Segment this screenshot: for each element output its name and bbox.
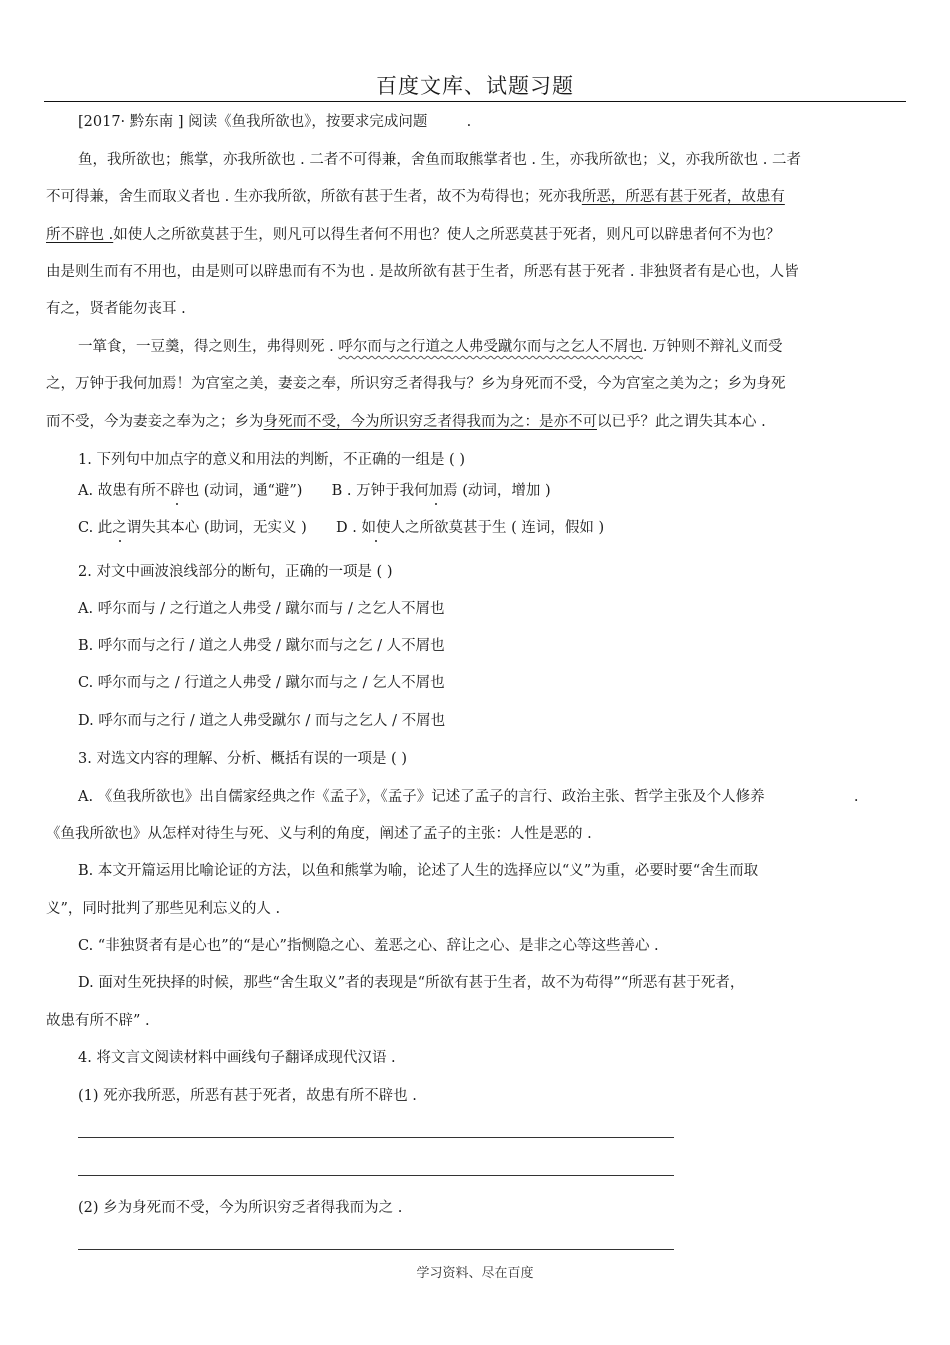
passage-line bbox=[46, 412, 906, 432]
question-3-option-d-cont: 故患有所不辟” . bbox=[46, 1013, 150, 1029]
passage-line: 由是则生而有不用也，由是则可以辟患而有不为也 . 是故所欲有甚于生者，所恶有甚于死者 . 非独贤者有是心也，人皆 bbox=[46, 264, 799, 280]
answer-line[interactable] bbox=[78, 1249, 674, 1250]
question-3-option-a bbox=[78, 787, 906, 807]
page-title: 百度文库、试题习题 bbox=[376, 74, 574, 98]
question-2-option-c: C. 呼尔而与之 / 行道之人弗受 / 蹴尔而与之 / 乞人不屑也 bbox=[78, 675, 445, 691]
answer-line[interactable] bbox=[78, 1175, 674, 1176]
intro-source: [2017· 黔东南 ] bbox=[78, 114, 184, 130]
question-3-option-c: C. “非独贤者有是心也”的“是心”指恻隐之心、羞恶之心、辞让之心、是非之心等这些善心 . bbox=[78, 938, 659, 954]
wavy-underlined-sentence: 呼尔而与之行道之人弗受蹴尔而与之乞人不屑也 bbox=[338, 339, 643, 355]
answer-line[interactable] bbox=[78, 1137, 674, 1138]
question-2-stem: 2. 对文中画波浪线部分的断句，正确的一项是 ( ) bbox=[78, 564, 393, 580]
intro-task: 阅读《鱼我所欲也》，按要求完成问题 bbox=[188, 114, 428, 130]
intro-line bbox=[78, 112, 906, 132]
passage-line: 鱼，我所欲也；熊掌，亦我所欲也 . 二者不可得兼，舍鱼而取熊掌者也 . 生，亦我所欲也；义，亦我所欲也 . 二者 bbox=[78, 152, 801, 168]
question-4-stem: 4. 将文言文阅读材料中画线句子翻译成现代汉语 . bbox=[78, 1050, 396, 1066]
passage-text: 以已乎？此之谓失其本心 . bbox=[597, 414, 766, 430]
question-1-stem: 1. 下列句中加点字的意义和用法的判断，不正确的一组是 ( ) bbox=[78, 452, 465, 468]
question-1-options-ab bbox=[78, 481, 906, 501]
question-3-option-a-cont: 《鱼我所欲也》从怎样对待生与死、义与利的角度，阐述了孟子的主张：人性是恶的 . bbox=[46, 826, 592, 842]
question-3-option-d: D. 面对生死抉择的时候，那些“舍生取义”者的表现是“所欲有甚于生者，故不为苟得”“所恶有甚于死者， bbox=[78, 975, 745, 991]
underlined-sentence-end: 所不辟也 . bbox=[46, 227, 114, 243]
passage-text: 一箪食，一豆羹，得之则生，弗得则死 . bbox=[78, 339, 334, 355]
option-a: A. 故患有所不辟也 (动词，通“避”) bbox=[78, 483, 303, 499]
option-d: D . 如使人之所欲莫甚于生 ( 连词，假如 ) bbox=[336, 520, 605, 536]
dotted-char: 辟 bbox=[170, 483, 185, 499]
option-b: B . 万钟于我何加焉 (动词，增加 ) bbox=[331, 483, 551, 499]
passage-text: 如使人之所欲莫甚于生，则凡可以得生者何不用也？使人之所恶莫甚于死者，则凡可以辟患者何不为也？ bbox=[113, 227, 781, 243]
question-4-sentence-2: (2) 乡为身死而不受，今为所识穷乏者得我而为之 . bbox=[78, 1200, 403, 1216]
question-4-sentence-1: (1) 死亦我所恶，所恶有甚于死者，故患有所不辟也 . bbox=[78, 1088, 417, 1104]
question-2-option-b: B. 呼尔而与之行 / 道之人弗受 / 蹴尔而与之乞 / 人不屑也 bbox=[78, 638, 445, 654]
passage-line: 有之，贤者能勿丧耳 . bbox=[46, 301, 186, 317]
question-3-option-b: B. 本文开篇运用比喻论证的方法，以鱼和熊掌为喻，论述了人生的选择应以“义”为重，必要时要“舍生而取 bbox=[78, 863, 759, 879]
passage-text: . 万钟则不辩礼义而受 bbox=[642, 339, 783, 355]
title-divider bbox=[44, 101, 906, 102]
intro-end: . bbox=[466, 114, 472, 130]
dotted-char: 如使 bbox=[361, 520, 391, 536]
passage-line bbox=[46, 187, 906, 207]
question-2-option-d: D. 呼尔而与之行 / 道之人弗受蹴尔 / 而与之乞人 / 不屑也 bbox=[78, 713, 446, 729]
option-text: A. 《鱼我所欲也》出自儒家经典之作《孟子》，《孟子》记述了孟子的言行、政治主张、哲学主张及个人修养 bbox=[78, 789, 765, 805]
passage-line bbox=[46, 225, 906, 245]
question-1-options-cd bbox=[78, 518, 906, 538]
underlined-sentence: 身死而不受，今为所识穷乏者得我而为之：是亦不可 bbox=[263, 414, 597, 430]
dotted-char: 之 bbox=[112, 520, 127, 536]
page-footer: 学习资料、尽在百度 bbox=[416, 1266, 534, 1281]
passage-line bbox=[78, 337, 906, 357]
question-2-option-a: A. 呼尔而与 / 之行道之人弗受 / 蹴尔而与 / 之乞人不屑也 bbox=[78, 601, 445, 617]
underlined-sentence: 所恶，所恶有甚于死者，故患有 bbox=[581, 189, 785, 205]
dotted-char: 加 bbox=[428, 483, 444, 499]
question-3-option-b-cont: 义”，同时批判了那些见利忘义的人 . bbox=[46, 901, 281, 917]
passage-text: 不可得兼，舍生而取义者也 . 生亦我所欲，所欲有甚于生者，故不为苟得也；死亦我 bbox=[46, 189, 582, 205]
option-c: C. 此之谓失其本心 (助词，无实义 ) bbox=[78, 520, 307, 536]
passage-line: 之，万钟于我何加焉！为宫室之美，妻妾之奉，所识穷乏者得我与？乡为身死而不受，今为宫室之美为之；乡为身死 bbox=[46, 376, 786, 392]
question-3-stem: 3. 对选文内容的理解、分析、概括有误的一项是 ( ) bbox=[78, 751, 407, 767]
option-text: . bbox=[853, 789, 859, 805]
passage-text: 而不受，今为妻妾之奉为之；乡为 bbox=[46, 414, 264, 430]
